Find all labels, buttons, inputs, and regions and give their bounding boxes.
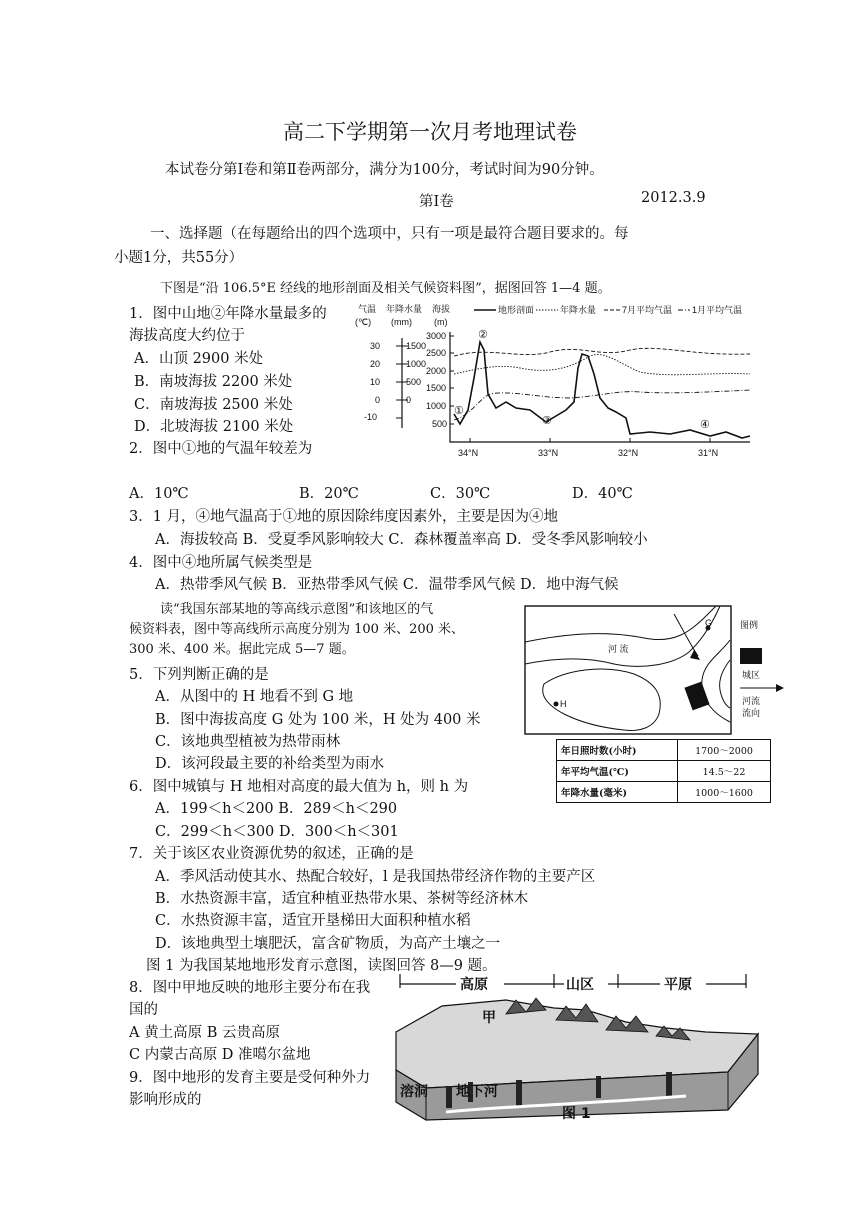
- marker-3: ③: [542, 415, 552, 427]
- q7-option-a: A．季风活动使其水、热配合较好，l 是我国热带经济作物的主要产区: [155, 869, 596, 885]
- tick-elev-1500: 1500: [426, 383, 447, 393]
- legend-title: 图例: [740, 620, 759, 630]
- tick-temp-20: 20: [370, 359, 381, 369]
- figure-intro-3: 图 1 为我国某地地形发育示意图，读图回答 8—9 题。: [146, 958, 497, 974]
- label-plateau: 高原: [460, 977, 488, 993]
- tick-lat-34: 34°N: [458, 448, 479, 458]
- table-cell-key: 年降水量(毫米): [557, 782, 678, 803]
- table-cell-value: 1000～1600: [678, 782, 771, 803]
- q9-stem-line1: 9．图中地形的发育主要是受何种外力: [129, 1070, 371, 1086]
- figure-intro-2-line2: 候资料表，图中等高线所示高度分别为 100 米、200 米、: [129, 622, 465, 637]
- tick-lat-33: 33°N: [538, 448, 559, 458]
- tick-temp-minus10: -10: [364, 412, 378, 422]
- q1-option-d: D．北坡海拔 2100 米处: [134, 419, 294, 435]
- q5-option-b: B．图中海拔高度 G 处为 100 米，H 处为 400 米: [155, 712, 481, 728]
- q5-option-d: D．该河段最主要的补给类型为雨水: [155, 756, 385, 772]
- legend-terrain: 地形剖面: [498, 305, 535, 315]
- part-label: 第Ⅰ卷: [419, 194, 454, 210]
- table-cell-key: 年平均气温(℃): [557, 761, 678, 782]
- q5-option-a: A．从图中的 H 地看不到 G 地: [155, 689, 354, 705]
- tick-temp-10: 10: [370, 377, 381, 387]
- profile-header-temp: 气温: [358, 304, 377, 314]
- figure-intro-2-line3: 300 米、400 米。据此完成 5—7 题。: [129, 642, 355, 657]
- profile-header-elev-unit: (m): [434, 317, 448, 327]
- legend-flow-2: 流向: [742, 708, 761, 718]
- tick-elev-2000: 2000: [426, 366, 447, 376]
- label-underground-river: 地下河: [456, 1084, 498, 1100]
- figure-1-caption: 图 1: [562, 1106, 591, 1122]
- q7-option-b: B．水热资源丰富，适宜种植亚热带水果、茶树等经济林木: [155, 891, 529, 907]
- profile-header-temp-unit: (℃): [355, 317, 372, 327]
- tick-elev-2500: 2500: [426, 348, 447, 358]
- q1-option-c: C．南坡海拔 2500 米处: [134, 397, 293, 413]
- tick-precip-500: 500: [406, 377, 422, 387]
- q1-stem-line2: 海拔高度大约位于: [129, 328, 245, 344]
- legend-july-temp: 7月平均气温: [622, 305, 673, 315]
- tick-elev-500: 500: [432, 419, 448, 429]
- q4-options: A．热带季风气候 B．亚热带季风气候 C．温带季风气候 D．地中海气候: [155, 577, 619, 593]
- q6-options-ab: A．199＜h＜200 B．289＜h＜290: [155, 801, 398, 817]
- label-jia: 甲: [482, 1010, 496, 1026]
- figure-intro-2-line1: 读“我国东部某地的等高线示意图”和该地区的气: [160, 602, 434, 617]
- exam-intro: 本试卷分第Ⅰ卷和第Ⅱ卷两部分，满分为100分，考试时间为90分钟。: [165, 162, 604, 178]
- table-row: [557, 740, 771, 761]
- profile-header-elev: 海拔: [432, 304, 451, 314]
- q9-stem-line2: 影响形成的: [129, 1092, 202, 1108]
- label-river: 河 流: [608, 644, 629, 654]
- table-cell-value: 1700～2000: [678, 740, 771, 761]
- q2-stem: 2．图中①地的气温年较差为: [129, 441, 313, 457]
- q8-options-ab: A 黄土高原 B 云贵高原: [129, 1025, 280, 1041]
- table-row: [557, 782, 771, 803]
- climate-table: [556, 739, 771, 803]
- q8-stem-line1: 8．图中甲地反映的地形主要分布在我: [129, 980, 371, 996]
- tick-lat-31: 31°N: [698, 448, 719, 458]
- tick-precip-0: 0: [406, 395, 412, 405]
- q4-stem: 4．图中④地所属气候类型是: [129, 555, 313, 571]
- landform-block-diagram: [386, 970, 766, 1126]
- q8-stem-line2: 国的: [129, 1002, 158, 1018]
- tick-precip-1500: 1500: [406, 341, 427, 351]
- section-heading-line1: 一、选择题（在每题给出的四个选项中，只有一项是最符合题目要求的。每: [150, 226, 629, 242]
- tick-lat-32: 32°N: [618, 448, 639, 458]
- q5-option-c: C．该地典型植被为热带雨林: [155, 734, 341, 750]
- q7-option-c: C．水热资源丰富，适宜开垦梯田大面积种植水稻: [155, 913, 471, 929]
- tick-precip-1000: 1000: [406, 359, 427, 369]
- q6-options-cd: C．299＜h＜300 D．300＜h＜301: [155, 824, 399, 840]
- q1-stem-line1: 1．图中山地②年降水量最多的: [129, 306, 327, 322]
- terrain-profile-figure: [350, 298, 770, 470]
- label-mountain: 山区: [566, 977, 594, 993]
- table-cell-key: 年日照时数(小时): [557, 740, 678, 761]
- legend-precip: 年降水量: [560, 305, 597, 315]
- q7-option-d: D．该地典型土壤肥沃，富含矿物质，为高产土壤之一: [155, 936, 501, 952]
- tick-temp-0: 0: [375, 395, 381, 405]
- label-g: G: [705, 618, 713, 628]
- q8-options-cd: C 内蒙古高原 D 准噶尔盆地: [129, 1047, 311, 1063]
- q1-option-b: B．南坡海拔 2200 米处: [134, 374, 293, 390]
- table-row: [557, 761, 771, 782]
- q2-option-c: C．30℃: [430, 486, 491, 502]
- label-plain: 平原: [664, 977, 692, 993]
- legend-town: 城区: [742, 670, 761, 680]
- section-heading-line2: 小题1分，共55分）: [114, 250, 244, 266]
- q2-option-b: B．20℃: [299, 486, 359, 502]
- q3-options: A．海拔较高 B．受夏季风影响较大 C．森林覆盖率高 D．受冬季风影响较小: [155, 532, 648, 548]
- q7-stem: 7．关于该区农业资源优势的叙述，正确的是: [129, 846, 414, 862]
- contour-map-figure: [524, 604, 786, 738]
- label-cave: 溶洞: [400, 1084, 428, 1100]
- tick-elev-3000: 3000: [426, 331, 447, 341]
- legend-jan-temp: 1月平均气温: [692, 305, 743, 315]
- legend-flow: 河流: [742, 696, 761, 706]
- q3-stem: 3．1 月，④地气温高于①地的原因除纬度因素外，主要是因为④地: [129, 509, 559, 525]
- tick-elev-1000: 1000: [426, 401, 447, 411]
- profile-header-precip-unit: (mm): [391, 317, 412, 327]
- exam-date: 2012.3.9: [641, 190, 706, 206]
- q5-stem: 5．下列判断正确的是: [129, 667, 269, 683]
- table-cell-value: 14.5～22: [678, 761, 771, 782]
- marker-2: ②: [478, 329, 488, 341]
- marker-4: ④: [700, 419, 710, 431]
- tick-temp-30: 30: [370, 341, 381, 351]
- q6-stem: 6．图中城镇与 H 地相对高度的最大值为 h，则 h 为: [129, 779, 469, 795]
- figure-intro-1: 下图是“沿 106.5°E 经线的地形剖面及相关气候资料图”，据图回答 1—4 题。: [160, 281, 611, 296]
- profile-header-precip: 年降水量: [386, 304, 423, 314]
- q2-option-d: D．40℃: [572, 486, 633, 502]
- marker-1: ①: [454, 405, 464, 417]
- label-h: H: [560, 699, 567, 709]
- page-title: 高二下学期第一次月考地理试卷: [283, 120, 577, 144]
- q1-option-a: A．山顶 2900 米处: [134, 351, 264, 367]
- q2-option-a: A．10℃: [129, 486, 189, 502]
